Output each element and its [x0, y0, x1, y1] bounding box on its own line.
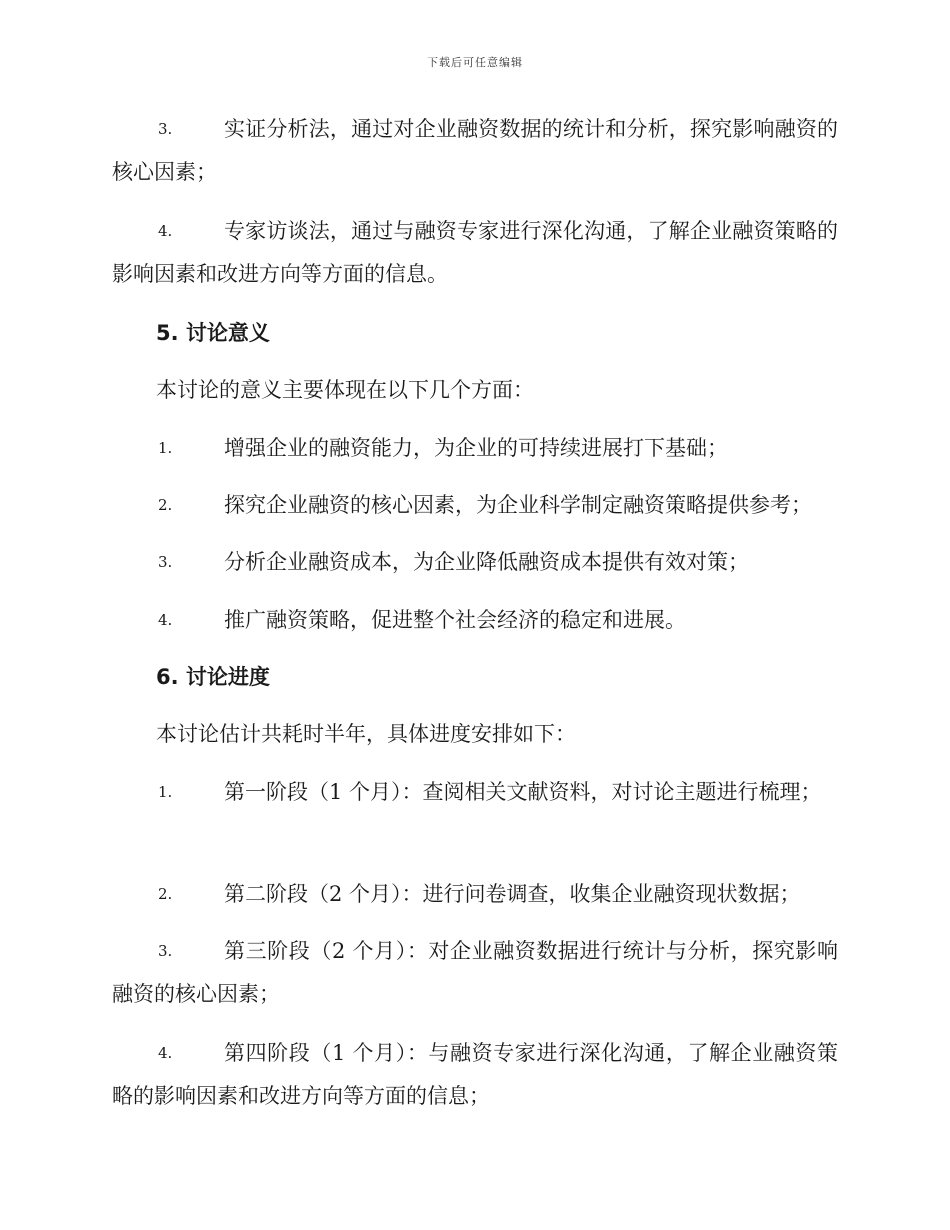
list-item — [112, 599, 838, 642]
list-item — [112, 108, 838, 194]
list-item-text: 分析企业融资成本，为企业降低融资成本提供有效对策； — [224, 550, 749, 574]
list-item-number: 1. — [158, 439, 173, 457]
list-item-number: 3. — [158, 942, 173, 960]
list-item-number: 4. — [158, 222, 173, 240]
list-item-number: 2. — [158, 885, 173, 903]
list-item-text: 第一阶段（1 个月）：查阅相关文献资料，对讨论主题进行梳理； — [224, 780, 822, 804]
list-item-number: 4. — [158, 611, 173, 629]
section-heading: 5. 讨论意义 — [156, 321, 270, 345]
page-header-note: 下载后可任意编辑 — [427, 56, 523, 69]
list-item — [112, 771, 838, 814]
list-item-number: 3. — [158, 553, 173, 571]
list-item — [112, 210, 838, 296]
list-item-text: 专家访谈法，通过与融资专家进行深化沟通，了解企业融资策略的影响因素和改进方向等方面的信息。 — [112, 219, 838, 286]
list-item — [112, 541, 838, 584]
list-item — [112, 930, 838, 1016]
list-item — [112, 484, 838, 527]
list-item-text: 第三阶段（2 个月）：对企业融资数据进行统计与分析，探究影响融资的核心因素； — [112, 939, 838, 1006]
list-item-text: 推广融资策略，促进整个社会经济的稳定和进展。 — [224, 608, 686, 632]
section-intro: 本讨论估计共耗时半年，具体进度安排如下： — [156, 722, 576, 746]
list-item-number: 3. — [158, 120, 173, 138]
list-item-text: 第四阶段（1 个月）：与融资专家进行深化沟通，了解企业融资策略的影响因素和改进方向等方面的信息； — [112, 1041, 838, 1108]
list-item-number: 4. — [158, 1044, 173, 1062]
list-item — [112, 427, 838, 470]
list-item-text: 第二阶段（2 个月）：进行问卷调查，收集企业融资现状数据； — [224, 882, 801, 906]
list-item-text: 增强企业的融资能力，为企业的可持续进展打下基础； — [224, 436, 728, 460]
list-item — [112, 1032, 838, 1118]
section-intro: 本讨论的意义主要体现在以下几个方面： — [156, 378, 534, 402]
list-item-number: 2. — [158, 496, 173, 514]
list-item-text: 探究企业融资的核心因素，为企业科学制定融资策略提供参考； — [224, 493, 812, 517]
list-item-text: 实证分析法，通过对企业融资数据的统计和分析，探究影响融资的核心因素； — [112, 117, 838, 184]
list-item-number: 1. — [158, 783, 173, 801]
list-item — [112, 873, 838, 916]
section-heading: 6. 讨论进度 — [156, 665, 270, 689]
